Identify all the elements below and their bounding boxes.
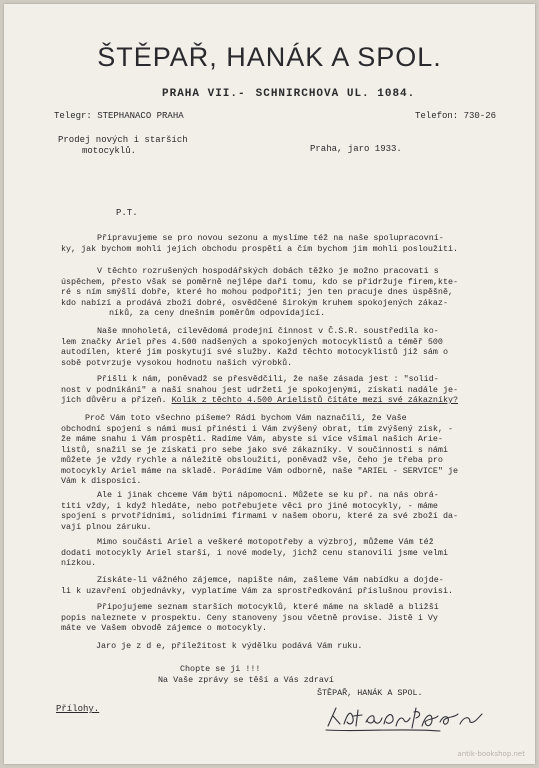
text-line: Přišli k nám, poněvadž se přesvědčili, že naše zásada jest : "solid- xyxy=(97,374,439,384)
paragraph-1 xyxy=(61,233,458,254)
salutation: P.T. xyxy=(116,208,138,218)
signature-company: ŠTĚPAŘ, HANÁK A SPOL. xyxy=(317,688,423,698)
text-line: úspěchem, přesto však se poměrně nejlépe daří tomu, kdo se přidržuje firem,kte- xyxy=(61,276,459,287)
text-line: ky, jak bychom mohli jejich obchodu prospěti a čím bychom jim mohli posloužiti. xyxy=(61,243,459,254)
text-line: máte ve Vašem obvodě zájemce o motocykly. xyxy=(61,623,268,633)
paragraph-8 xyxy=(61,575,453,596)
letterhead-address xyxy=(162,88,415,100)
watermark: antik-bookshop.net xyxy=(457,750,525,758)
letterhead-city: PRAHA VII.- xyxy=(162,88,246,100)
underlined-question: Kolik z těchto 4.500 Arielistů čítáte mezi své zákazníky? xyxy=(171,395,459,405)
text-line: autodílen, které jim poskytují své služby. Každ těchto motocyklistů již sám o xyxy=(61,347,448,357)
closing-line-1: Jaro je z d e, příležitost k výdělku podává Vám ruku. xyxy=(96,641,363,651)
text-line-part: jich důvěru a přízeň. xyxy=(61,395,167,405)
paragraph-2 xyxy=(61,266,458,319)
text-line: obchodní spojení s námi musí přinésti i Vám zvýšený obrat, tím zvýšený zisk, - xyxy=(61,423,454,434)
paragraph-6 xyxy=(61,490,458,532)
subject-line: Prodej nových i starších xyxy=(58,135,188,145)
text-line: popis naleznete v prospektu. Ceny stanoveny jsou včetně provise. Jistě i Vy xyxy=(61,612,438,623)
letterhead-phone: Telefon: 730-26 xyxy=(415,111,497,121)
text-line: ré s ním smýšlí dobře, které ho mohou podpořiti; jen ten pracuje dnes úspěšně, xyxy=(61,287,454,297)
text-line: sobě potvrzuje vysokou hodnotu našich výrobků. xyxy=(61,357,293,368)
text-line: můžete je vždy rychle a náležitě obsloužiti, poněvadž vše, čeho je třeba pro xyxy=(61,455,443,465)
text-line: Vám k disposici. xyxy=(61,476,142,486)
letter-subject xyxy=(58,135,188,157)
text-line: listů, snažil se je získati pro sebe jako své zákazníky. V součinnosti s námi xyxy=(61,444,448,455)
text-line: nízkou. xyxy=(61,558,97,568)
paragraph-9 xyxy=(61,602,439,634)
handwritten-signature xyxy=(320,702,490,736)
paragraph-3 xyxy=(61,326,448,368)
text-line: li k uzavření objednávky, vyplatíme Vám za sprostředkování příslušnou provisi. xyxy=(61,585,454,596)
text-line: níků, za ceny dnešním poměrům odpovídající. xyxy=(109,308,326,318)
text-line: Naše mnoholetá, cílevědomá prodejní činnost v Č.S.R. soustředila ko- xyxy=(97,326,439,336)
text-line: Ale i jinak chceme Vám býti nápomocni. Můžete se ku př. na nás obrá- xyxy=(97,490,439,500)
letterhead-company: ŠTĚPAŘ, HANÁK A SPOL. xyxy=(97,42,442,72)
text-line xyxy=(61,395,458,406)
closing-line-3: Na Vaše zprávy se těší a Vás zdraví xyxy=(158,675,334,685)
text-line: spojení s prvotřídními, solidními firmami v našem oboru, které za své zboží da- xyxy=(61,511,459,521)
closing-line-2: Chopte se ji !!! xyxy=(180,664,261,674)
text-line: motocykly Ariel máme na skladě. Porádíme Vám odborně, naše "ARIEL - SERVICE" je xyxy=(61,465,459,476)
text-line: lem značky Ariel přes 4.500 nadšených a spokojených motocyklistů a téměř 500 xyxy=(61,336,443,347)
letter-page xyxy=(4,4,535,764)
text-line: Proč Vám toto všechno píšeme? Rádi bychom Vám naznačili, že Vaše xyxy=(85,413,407,423)
letter-date: Praha, jaro 1933. xyxy=(310,144,402,154)
text-line: Mimo součásti Ariel a veškeré motopotřeby a výzbroj, můžeme Vám též xyxy=(97,537,434,547)
text-line: Připojujeme seznam starších motocyklů, které máme na skladě a bližší xyxy=(97,602,439,612)
text-line: nost v podnikání" a naší snahou jest udržeti je spokojenými, získati nadále je- xyxy=(61,384,459,395)
text-line: že máme snahu i Vám prospěti. Radíme Vám, abyste si více všímal našich Arie- xyxy=(61,434,443,444)
text-line: Připravujeme se pro novou sezonu a myslíme též na naše spolupracovní- xyxy=(97,233,444,243)
paragraph-7 xyxy=(61,537,448,569)
attachments-label: Přílohy. xyxy=(56,704,100,714)
paragraph-4 xyxy=(61,374,458,406)
text-line: vají plnou záruku. xyxy=(61,521,152,532)
text-line: titi vždy, i když hledáte, nebo potřebujete věci pro jiné motocykly, - máme xyxy=(61,500,438,511)
letterhead-telegram: Telegr: STEPHANACO PRAHA xyxy=(54,111,184,121)
text-line: kdo nabízí a prodává zboží dobré, osvědčené širokým kruhem spokojených zákaz- xyxy=(61,297,448,308)
text-line: V těchto rozrušených hospodářských dobách těžko je možno pracovati s xyxy=(97,266,439,276)
letterhead-street: SCHNIRCHOVA UL. 1084. xyxy=(255,88,416,100)
text-line: dodati motocykly Ariel starší, i nové modely, jichž cenu stanovili jsme velmi xyxy=(61,547,448,558)
paragraph-5 xyxy=(61,413,458,487)
text-line: Získáte-li vážného zájemce, napište nám, zašleme Vám nabídku a dojde- xyxy=(97,575,444,585)
subject-line: motocyklů. xyxy=(82,146,137,156)
